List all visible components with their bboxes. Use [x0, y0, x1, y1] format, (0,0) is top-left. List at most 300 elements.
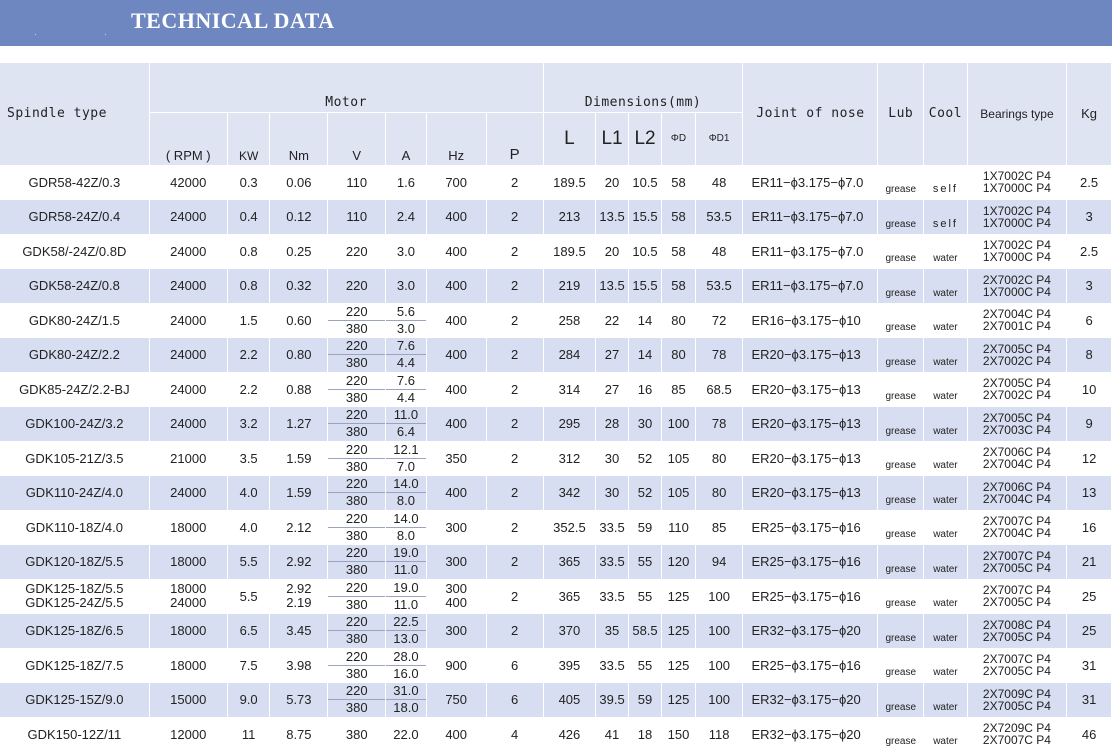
cell-l2: 10.5: [628, 165, 661, 200]
cell-d: 125: [662, 683, 695, 718]
cell-rpm: 24000: [149, 407, 227, 442]
cell-l2: 14: [628, 338, 661, 373]
cell-bearings-line: 2X7005C P4: [982, 341, 1051, 356]
page-title: TECHNICAL DATA: [131, 8, 335, 33]
table-row: [0, 441, 1112, 476]
cell-d: 125: [662, 614, 695, 649]
cell-kw: 4.0: [227, 476, 270, 511]
cell-bearings: [967, 165, 1066, 200]
cell-a-line: 11.0: [393, 596, 419, 612]
cell-kw: 0.8: [227, 234, 270, 269]
cell-bearings-line: 2X7005C P4: [982, 595, 1051, 610]
cell-a: [386, 303, 427, 338]
cell-bearings: [967, 579, 1066, 614]
cell-joint: ER20−ϕ3.175−ϕ13: [743, 372, 878, 407]
cell-a-line: 19.0: [386, 580, 426, 597]
cell-v-line: 380: [345, 355, 368, 371]
table-row: [0, 165, 1112, 200]
cell-v: [328, 510, 386, 545]
cell-bearings-line: 2X7007C P4: [982, 733, 1051, 748]
cell-l: 314: [543, 372, 596, 407]
cell-d1: 48: [695, 165, 743, 200]
col-group-dimensions: Dimensions(mm): [543, 63, 743, 112]
cell-v-line: 220: [328, 614, 385, 631]
col-cool: Cool: [924, 63, 968, 165]
cell-joint: ER20−ϕ3.175−ϕ13: [743, 441, 878, 476]
cell-v-line: 220: [328, 476, 385, 493]
cell-l2: 55: [628, 579, 661, 614]
cell-bearings-line: 2X7005C P4: [982, 664, 1051, 679]
cell-nm: 1.59: [270, 476, 328, 511]
cell-d: 58: [662, 269, 695, 304]
col-group-motor: Motor: [149, 63, 543, 112]
technical-data-table: [0, 63, 1112, 752]
cell-a: [386, 614, 427, 649]
cell-kg: 6: [1067, 303, 1112, 338]
cell-bearings-line: 2X7002C P4: [982, 353, 1051, 368]
table-row: [0, 234, 1112, 269]
cell-nm: 0.88: [270, 372, 328, 407]
cell-joint: ER16−ϕ3.175−ϕ10: [743, 303, 878, 338]
cell-a: [386, 407, 427, 442]
cell-d1: 100: [695, 683, 743, 718]
cell-hz: 400: [426, 372, 486, 407]
cell-bearings: [967, 407, 1066, 442]
cell-nm: 1.27: [270, 407, 328, 442]
cell-bearings-line: 1X7002C P4: [982, 203, 1051, 218]
banner-decoration-right: .: [104, 27, 107, 38]
cell-a-line: 19.0: [386, 545, 426, 562]
cell-bearings-line: 2X7005C P4: [982, 410, 1051, 425]
cell-nm: 0.06: [270, 165, 328, 200]
cell-bearings: [967, 683, 1066, 718]
cell-a: [386, 545, 427, 580]
cell-d: 125: [662, 648, 695, 683]
cell-spindle-type: GDK80-24Z/2.2: [0, 338, 149, 373]
cell-l1: 30: [596, 476, 628, 511]
cell-lub: grease: [878, 579, 924, 614]
cell-nm: [270, 579, 328, 614]
cell-bearings-line: 2X7002C P4: [982, 272, 1051, 287]
cell-bearings-line: 2X7007C P4: [982, 583, 1051, 598]
cell-bearings-line: 2X7007C P4: [982, 514, 1051, 529]
cell-l2: 52: [628, 476, 661, 511]
cell-l2: 10.5: [628, 234, 661, 269]
cell-d: 80: [662, 303, 695, 338]
cell-l: 284: [543, 338, 596, 373]
cell-cool: water: [924, 579, 968, 614]
cell-kg: 16: [1067, 510, 1112, 545]
cell-a-line: 7.6: [386, 338, 426, 355]
cell-bearings-line: 1X7000C P4: [982, 181, 1051, 196]
cell-joint: ER32−ϕ3.175−ϕ20: [743, 614, 878, 649]
cell-a: 1.6: [386, 165, 427, 200]
cell-v-line: 380: [345, 596, 368, 612]
cell-l: 219: [543, 269, 596, 304]
cell-l2: 58.5: [628, 614, 661, 649]
cell-kg: 13: [1067, 476, 1112, 511]
col-v: V: [328, 112, 386, 165]
cell-l: 189.5: [543, 165, 596, 200]
cell-rpm: 21000: [149, 441, 227, 476]
cell-rpm: 42000: [149, 165, 227, 200]
cell-a-line: 5.6: [386, 304, 426, 321]
cell-spindle-type: GDK105-21Z/3.5: [0, 441, 149, 476]
cell-lub: grease: [878, 303, 924, 338]
cell-l1: 33.5: [596, 579, 628, 614]
cell-d1: 85: [695, 510, 743, 545]
cell-hz-line: 400: [445, 595, 468, 611]
cell-bearings-line: 2X7005C P4: [982, 629, 1051, 644]
cell-a: 3.0: [386, 234, 427, 269]
table-row: [0, 614, 1112, 649]
cell-v-line: 380: [345, 631, 368, 647]
cell-cool: water: [924, 441, 968, 476]
cell-rpm: 15000: [149, 683, 227, 718]
table-row: [0, 338, 1112, 373]
cell-l: 342: [543, 476, 596, 511]
cell-rpm-line: 18000: [170, 581, 207, 597]
cell-l2: 55: [628, 545, 661, 580]
cell-v-line: 220: [328, 373, 385, 390]
col-nm: Nm: [270, 112, 328, 165]
cell-d: 105: [662, 441, 695, 476]
cell-hz-line: 300: [445, 581, 468, 597]
cell-p: 2: [486, 234, 543, 269]
cell-d1: 100: [695, 579, 743, 614]
cell-a-line: 6.4: [396, 424, 415, 440]
cell-bearings-line: 2X7008C P4: [982, 617, 1051, 632]
cell-cool: water: [924, 648, 968, 683]
cell-v: [328, 338, 386, 373]
cell-spindle-type: GDK110-18Z/4.0: [0, 510, 149, 545]
cell-nm: 3.98: [270, 648, 328, 683]
cell-joint: ER32−ϕ3.175−ϕ20: [743, 717, 878, 752]
cell-lub: grease: [878, 165, 924, 200]
banner-decoration-left: .: [34, 27, 37, 38]
cell-bearings: [967, 338, 1066, 373]
cell-v: [328, 648, 386, 683]
cell-joint: ER11−ϕ3.175−ϕ7.0: [743, 165, 878, 200]
cell-hz: 750: [426, 683, 486, 718]
cell-kw: 5.5: [227, 579, 270, 614]
table-row: [0, 269, 1112, 304]
cell-l2: 16: [628, 372, 661, 407]
cell-l: 426: [543, 717, 596, 752]
cell-lub: grease: [878, 441, 924, 476]
cell-spindle-type: GDK125-15Z/9.0: [0, 683, 149, 718]
cell-v-line: 220: [328, 580, 385, 597]
cell-a: [386, 579, 427, 614]
cell-v: [328, 545, 386, 580]
col-p: P: [486, 112, 543, 165]
cell-l1: 30: [596, 441, 628, 476]
cell-d1: 53.5: [695, 269, 743, 304]
cell-v: [328, 303, 386, 338]
cell-joint: ER25−ϕ3.175−ϕ16: [743, 545, 878, 580]
cell-kg: 21: [1067, 545, 1112, 580]
cell-a: [386, 648, 427, 683]
cell-v-line: 220: [328, 407, 385, 424]
cell-v: [328, 372, 386, 407]
table-row: [0, 303, 1112, 338]
cell-p: 2: [486, 579, 543, 614]
cell-l2: 59: [628, 683, 661, 718]
cell-p: 2: [486, 269, 543, 304]
cell-spindle-type: GDK58-24Z/0.8: [0, 269, 149, 304]
cell-lub: grease: [878, 234, 924, 269]
cell-lub: grease: [878, 717, 924, 752]
cell-p: 2: [486, 545, 543, 580]
cell-cool: water: [924, 683, 968, 718]
table-row: [0, 717, 1112, 752]
cell-kw: 3.2: [227, 407, 270, 442]
cell-bearings: [967, 648, 1066, 683]
col-l2: L2: [628, 112, 661, 165]
cell-spindle-type: GDK110-24Z/4.0: [0, 476, 149, 511]
cell-bearings: [967, 303, 1066, 338]
cell-v: 220: [328, 269, 386, 304]
cell-v-line: 380: [345, 320, 368, 336]
cell-bearings-line: 2X7009C P4: [982, 686, 1051, 701]
cell-d: 85: [662, 372, 695, 407]
col-l: L: [543, 112, 596, 165]
cell-kg: 2.5: [1067, 165, 1112, 200]
cell-nm-line: 2.19: [286, 595, 312, 611]
cell-bearings: [967, 234, 1066, 269]
cell-l: 405: [543, 683, 596, 718]
cell-bearings-line: 1X7002C P4: [982, 238, 1051, 253]
cell-bearings: [967, 510, 1066, 545]
cell-cool: self: [924, 165, 968, 200]
col-d1: ΦD1: [695, 112, 743, 165]
cell-a-line: 31.0: [386, 683, 426, 700]
cell-kg: 3: [1067, 200, 1112, 235]
cell-v-line: 380: [345, 700, 368, 716]
cell-l1: 28: [596, 407, 628, 442]
cell-nm-line: 2.92: [286, 581, 312, 597]
cell-bearings-line: 2X7005C P4: [982, 560, 1051, 575]
cell-v-line: 220: [328, 511, 385, 528]
cell-kg: 25: [1067, 614, 1112, 649]
cell-p: 6: [486, 648, 543, 683]
cell-bearings: [967, 441, 1066, 476]
cell-spindle-type: GDK100-24Z/3.2: [0, 407, 149, 442]
cell-rpm: 18000: [149, 614, 227, 649]
cell-spindle-type: GDK120-18Z/5.5: [0, 545, 149, 580]
header-banner: [0, 0, 1112, 46]
cell-hz: 400: [426, 407, 486, 442]
cell-v-line: 380: [345, 493, 368, 509]
cell-hz: 400: [426, 338, 486, 373]
cell-cool: water: [924, 510, 968, 545]
cell-v: 110: [328, 165, 386, 200]
cell-a: [386, 683, 427, 718]
cell-l: 365: [543, 579, 596, 614]
cell-l: 189.5: [543, 234, 596, 269]
cell-p: 2: [486, 165, 543, 200]
cell-joint: ER25−ϕ3.175−ϕ16: [743, 648, 878, 683]
cell-l2: 55: [628, 648, 661, 683]
cell-l1: 39.5: [596, 683, 628, 718]
cell-d: 58: [662, 234, 695, 269]
col-d: ΦD: [662, 112, 695, 165]
cell-a-line: 7.6: [386, 373, 426, 390]
cell-l: 395: [543, 648, 596, 683]
cell-v: [328, 407, 386, 442]
cell-a: 2.4: [386, 200, 427, 235]
cell-cool: water: [924, 303, 968, 338]
cell-a-line: 11.0: [386, 407, 426, 424]
cell-kg: 9: [1067, 407, 1112, 442]
cell-a-line: 3.0: [396, 320, 415, 336]
cell-rpm: 24000: [149, 200, 227, 235]
cell-bearings-line: 2X7004C P4: [982, 307, 1051, 322]
cell-cool: water: [924, 717, 968, 752]
cell-kg: 46: [1067, 717, 1112, 752]
cell-l: 365: [543, 545, 596, 580]
col-hz: Hz: [426, 112, 486, 165]
cell-a-line: 8.0: [396, 493, 415, 509]
cell-kw: 9.0: [227, 683, 270, 718]
col-l1: L1: [596, 112, 628, 165]
col-lub: Lub: [878, 63, 924, 165]
cell-v-line: 220: [328, 683, 385, 700]
cell-nm: 5.73: [270, 683, 328, 718]
cell-d: 80: [662, 338, 695, 373]
cell-rpm: 24000: [149, 372, 227, 407]
cell-a: 3.0: [386, 269, 427, 304]
cell-l: 370: [543, 614, 596, 649]
cell-l2: 14: [628, 303, 661, 338]
cell-a-line: 4.4: [396, 389, 415, 405]
cell-v-line: 380: [345, 562, 368, 578]
header-spacer: [0, 46, 1112, 63]
cell-v: [328, 683, 386, 718]
cell-p: 2: [486, 476, 543, 511]
cell-a-line: 7.0: [396, 458, 415, 474]
cell-d1: 78: [695, 338, 743, 373]
cell-bearings-line: 2X7005C P4: [982, 698, 1051, 713]
cell-kg: 25: [1067, 579, 1112, 614]
cell-d: 100: [662, 407, 695, 442]
col-bearings: Bearings type: [967, 63, 1066, 165]
table-row: [0, 648, 1112, 683]
cell-v-line: 380: [345, 389, 368, 405]
cell-d1: 53.5: [695, 200, 743, 235]
cell-bearings: [967, 614, 1066, 649]
cell-lub: grease: [878, 545, 924, 580]
cell-d: 125: [662, 579, 695, 614]
cell-lub: grease: [878, 372, 924, 407]
cell-l: 213: [543, 200, 596, 235]
cell-kw: 0.4: [227, 200, 270, 235]
cell-l2: 30: [628, 407, 661, 442]
cell-l1: 33.5: [596, 648, 628, 683]
cell-d1: 68.5: [695, 372, 743, 407]
table-row: [0, 407, 1112, 442]
cell-v: [328, 441, 386, 476]
cell-d: 105: [662, 476, 695, 511]
cell-v: 110: [328, 200, 386, 235]
cell-cool: water: [924, 338, 968, 373]
table-row: [0, 683, 1112, 718]
cell-cool: water: [924, 269, 968, 304]
table-row: [0, 372, 1112, 407]
cell-d1: 94: [695, 545, 743, 580]
cell-v: [328, 476, 386, 511]
cell-bearings-line: 2X7001C P4: [982, 319, 1051, 334]
cell-a: [386, 441, 427, 476]
cell-bearings-line: 2X7002C P4: [982, 388, 1051, 403]
cell-kg: 8: [1067, 338, 1112, 373]
cell-d: 58: [662, 165, 695, 200]
cell-bearings-line: 2X7007C P4: [982, 548, 1051, 563]
table-row: [0, 200, 1112, 235]
cell-rpm: [149, 579, 227, 614]
cell-hz: [426, 579, 486, 614]
cell-cool: water: [924, 407, 968, 442]
cell-joint: ER25−ϕ3.175−ϕ16: [743, 510, 878, 545]
cell-v: 380: [328, 717, 386, 752]
cell-bearings-line: 2X7004C P4: [982, 457, 1051, 472]
cell-bearings-line: 2X7005C P4: [982, 376, 1051, 391]
cell-rpm: 12000: [149, 717, 227, 752]
cell-kw: 4.0: [227, 510, 270, 545]
cell-d: 58: [662, 200, 695, 235]
cell-v-line: 380: [345, 424, 368, 440]
cell-l1: 20: [596, 234, 628, 269]
cell-hz: 700: [426, 165, 486, 200]
cell-d: 110: [662, 510, 695, 545]
cell-spindle-type: GDK125-18Z/6.5: [0, 614, 149, 649]
cell-a: [386, 476, 427, 511]
cell-rpm: 24000: [149, 269, 227, 304]
cell-a-line: 4.4: [396, 355, 415, 371]
cell-l2: 15.5: [628, 269, 661, 304]
cell-nm: 0.60: [270, 303, 328, 338]
cell-kg: 10: [1067, 372, 1112, 407]
cell-nm: 2.92: [270, 545, 328, 580]
cell-hz: 400: [426, 303, 486, 338]
cell-d1: 118: [695, 717, 743, 752]
cell-lub: grease: [878, 614, 924, 649]
cell-bearings: [967, 717, 1066, 752]
cell-hz: 300: [426, 510, 486, 545]
cell-d: 120: [662, 545, 695, 580]
cell-hz: 400: [426, 476, 486, 511]
cell-hz: 900: [426, 648, 486, 683]
cell-l2: 59: [628, 510, 661, 545]
cell-p: 2: [486, 510, 543, 545]
cell-v-line: 380: [345, 665, 368, 681]
cell-cool: self: [924, 200, 968, 235]
cell-bearings-line: 1X7000C P4: [982, 215, 1051, 230]
cell-hz: 300: [426, 614, 486, 649]
cell-kw: 2.2: [227, 338, 270, 373]
cell-l1: 13.5: [596, 269, 628, 304]
cell-kw: 0.3: [227, 165, 270, 200]
cell-nm: 0.32: [270, 269, 328, 304]
cell-joint: ER11−ϕ3.175−ϕ7.0: [743, 269, 878, 304]
cell-bearings-line: 1X7002C P4: [982, 169, 1051, 184]
cell-p: 2: [486, 372, 543, 407]
cell-bearings-line: 2X7003C P4: [982, 422, 1051, 437]
cell-kw: 2.2: [227, 372, 270, 407]
cell-a-line: 12.1: [386, 442, 426, 459]
cell-cool: water: [924, 372, 968, 407]
cell-joint: ER20−ϕ3.175−ϕ13: [743, 407, 878, 442]
